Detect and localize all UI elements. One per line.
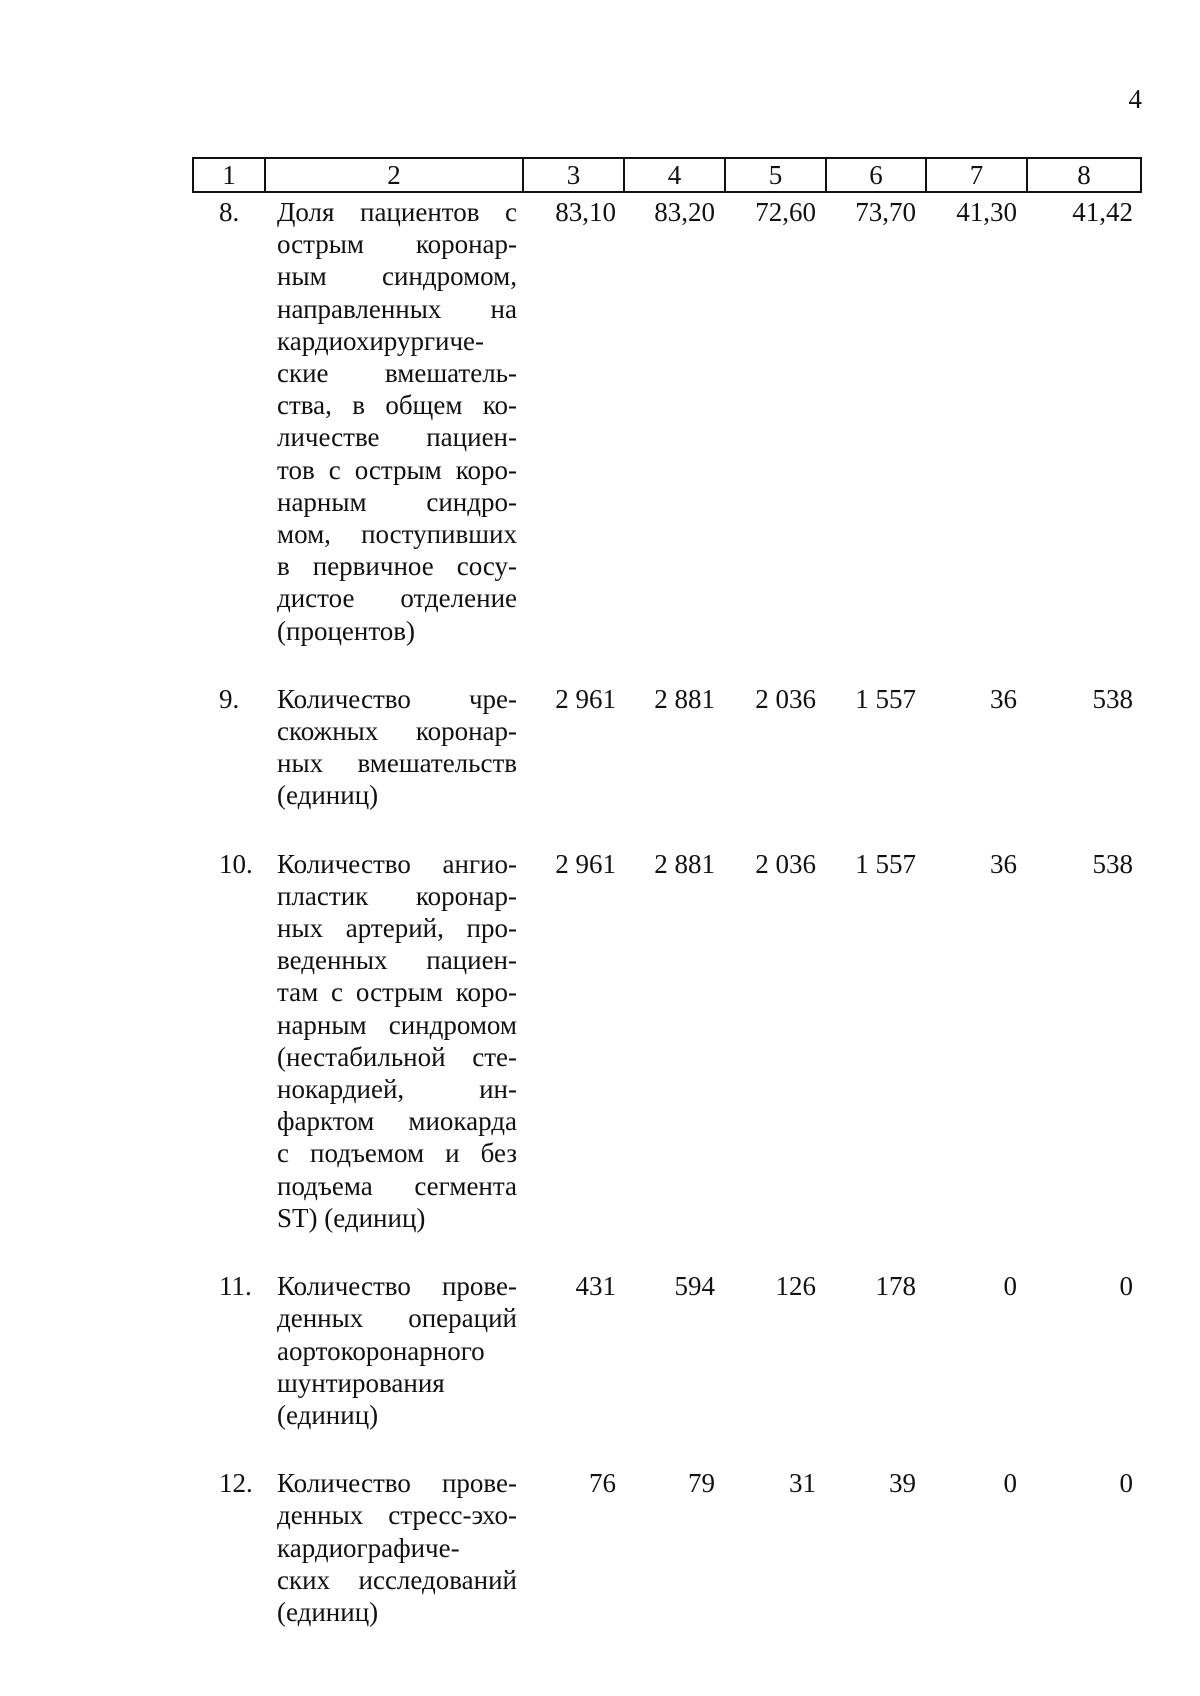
description-line: личестве пациен-	[277, 422, 517, 453]
description-line: (процентов)	[277, 615, 416, 646]
value-col-4: 2 881	[654, 683, 715, 714]
description-line: в первичное сосу-	[277, 551, 517, 582]
value-col-7: 36	[990, 683, 1017, 714]
description-line: нарным синдромом	[277, 1009, 517, 1040]
value-col-8: 41,42	[1072, 197, 1133, 227]
value-col-6: 73,70	[855, 197, 916, 227]
value-col-8: 538	[1092, 848, 1133, 879]
row-number: 10.	[219, 848, 253, 879]
description-line: нарным синдро-	[277, 486, 517, 517]
description-line: кардиографиче-	[277, 1532, 460, 1563]
value-col-3: 76	[589, 1468, 616, 1499]
value-col-4: 83,20	[654, 197, 715, 227]
value-col-3: 431	[575, 1271, 616, 1302]
table-row	[193, 1467, 1141, 1664]
indicator-table	[192, 157, 1142, 1664]
page-number: 4	[1128, 84, 1142, 114]
description-line: фарктом миокарда	[277, 1106, 517, 1137]
value-col-4: 2 881	[654, 848, 715, 879]
value-col-6: 1 557	[855, 848, 916, 879]
indicator-description	[265, 192, 523, 683]
column-header-1: 1	[193, 158, 265, 192]
column-number-header-row	[193, 158, 1141, 192]
indicator-description	[265, 1270, 523, 1467]
description-line: ным синдромом,	[277, 261, 517, 292]
description-line: Количество прове-	[277, 1271, 517, 1302]
value-col-7: 36	[990, 848, 1017, 879]
description-line: нокардией, ин-	[277, 1074, 517, 1105]
value-col-5: 2 036	[755, 848, 816, 879]
value-col-6: 178	[875, 1271, 916, 1302]
description-line: (единиц)	[277, 780, 379, 811]
description-line: аортокоронарного	[277, 1335, 485, 1366]
value-col-4: 594	[674, 1271, 715, 1302]
value-col-5: 72,60	[755, 197, 816, 227]
table-row	[193, 192, 1141, 683]
column-header-3: 3	[523, 158, 624, 192]
description-line: (единиц)	[277, 1596, 379, 1627]
column-header-6: 6	[826, 158, 926, 192]
row-number: 8.	[219, 197, 240, 227]
description-line: шунтирования	[277, 1367, 445, 1398]
description-line: денных операций	[277, 1303, 517, 1334]
column-header-7: 7	[926, 158, 1027, 192]
description-line: ных артерий, про-	[277, 913, 517, 944]
description-line: Доля пациентов с	[277, 197, 517, 227]
description-line: Количество прове-	[277, 1468, 517, 1499]
description-line: (нестабильной сте-	[277, 1041, 517, 1072]
description-line: Количество ангио-	[277, 848, 517, 879]
description-line: направленных на	[277, 293, 517, 324]
value-col-8: 0	[1119, 1468, 1133, 1499]
column-header-4: 4	[624, 158, 725, 192]
description-line: Количество чре-	[277, 683, 517, 714]
value-col-6: 1 557	[855, 683, 916, 714]
row-number: 11.	[219, 1271, 252, 1302]
table-body	[193, 192, 1141, 1664]
description-line: кардиохирургиче-	[277, 325, 485, 356]
value-col-7: 0	[1003, 1468, 1017, 1499]
indicator-description	[265, 683, 523, 848]
description-line: скожных коронар-	[277, 716, 517, 747]
row-number: 12.	[219, 1468, 253, 1499]
indicator-description	[265, 848, 523, 1270]
description-line: ства, в общем ко-	[277, 390, 517, 421]
value-col-4: 79	[688, 1468, 715, 1499]
description-line: дистое отделение	[277, 583, 517, 614]
description-line: ных вмешательств	[277, 748, 517, 779]
column-header-5: 5	[725, 158, 826, 192]
table-row	[193, 1270, 1141, 1467]
description-line: денных стресс-эхо-	[277, 1500, 517, 1531]
description-line: ST) (единиц)	[277, 1202, 426, 1233]
value-col-3: 2 961	[555, 683, 616, 714]
description-line: ских исследований	[277, 1564, 517, 1595]
description-line: острым коронар-	[277, 229, 517, 260]
description-line: там с острым коро-	[277, 977, 517, 1008]
table-row	[193, 848, 1141, 1270]
indicator-description	[265, 1467, 523, 1664]
value-col-3: 2 961	[555, 848, 616, 879]
value-col-5: 31	[789, 1468, 816, 1499]
row-number: 9.	[219, 683, 240, 714]
value-col-3: 83,10	[555, 197, 616, 227]
description-line: подъема сегмента	[277, 1170, 517, 1201]
description-line: (единиц)	[277, 1399, 379, 1430]
value-col-6: 39	[889, 1468, 916, 1499]
description-line: ские вмешатель-	[277, 358, 517, 389]
value-col-8: 538	[1092, 683, 1133, 714]
description-line: мом, поступивших	[277, 519, 517, 550]
column-header-8: 8	[1027, 158, 1141, 192]
description-line: пластик коронар-	[277, 880, 517, 911]
description-line: с подъемом и без	[277, 1138, 517, 1169]
description-line: веденных пациен-	[277, 945, 517, 976]
value-col-7: 0	[1003, 1271, 1017, 1302]
column-header-2: 2	[265, 158, 523, 192]
table-row	[193, 683, 1141, 848]
value-col-8: 0	[1119, 1271, 1133, 1302]
value-col-7: 41,30	[956, 197, 1017, 227]
value-col-5: 126	[775, 1271, 816, 1302]
description-line: тов с острым коро-	[277, 454, 517, 485]
value-col-5: 2 036	[755, 683, 816, 714]
